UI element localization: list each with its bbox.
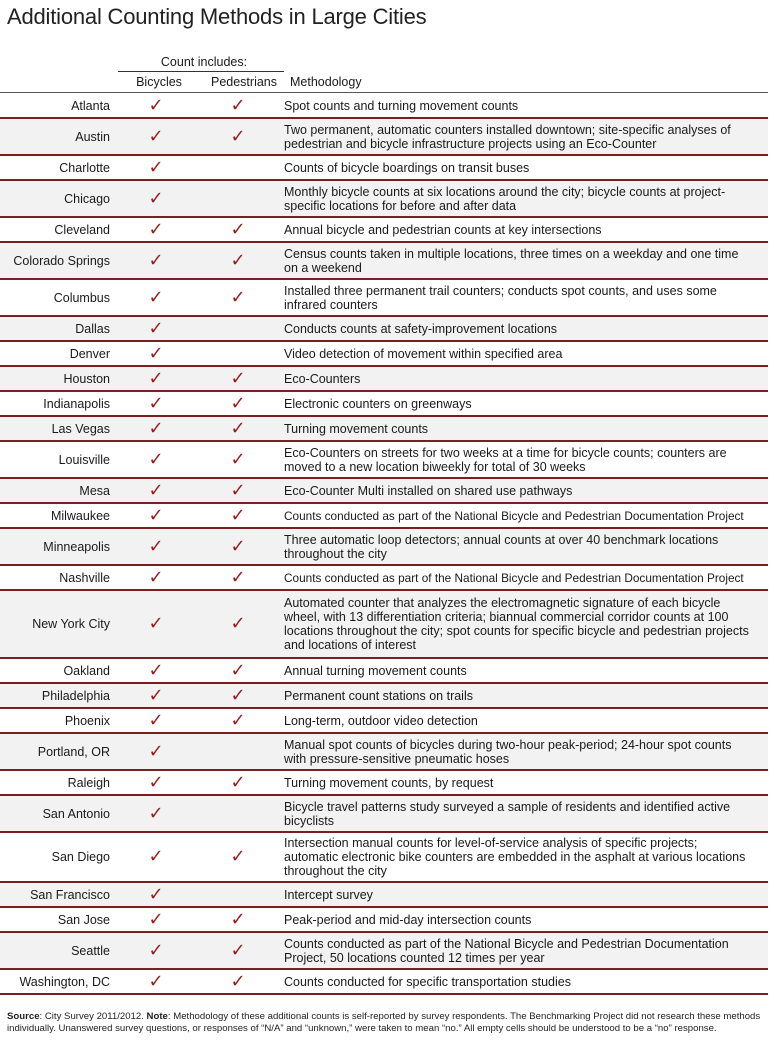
pedestrians-check-icon: ✓ [230,771,246,793]
pedestrians-check-icon: ✓ [230,249,246,271]
pedestrians-check-icon: ✓ [230,286,246,308]
bicycles-check-icon: ✓ [148,125,164,147]
methodology-text: Eco-Counter Multi installed on shared use pathways [284,483,573,498]
bicycles-check-icon: ✓ [148,504,164,526]
table-row [0,392,768,417]
city-name: Colorado Springs [13,253,110,268]
table-row [0,771,768,796]
city-name: Austin [75,129,110,144]
methodology-text: Turning movement counts, by request [284,775,494,790]
pedestrians-check-icon: ✓ [230,613,246,634]
table-row [0,280,768,317]
city-name: Louisville [58,452,110,467]
city-name: Milwaukee [50,508,110,523]
pedestrians-check-icon: ✓ [230,392,246,414]
pedestrians-check-icon: ✓ [230,448,246,470]
methodology-column-header: Methodology [290,75,362,89]
methodology-text: Eco-Counters [284,371,361,386]
city-name: Mesa [79,483,110,498]
bicycles-check-icon: ✓ [148,771,164,793]
bicycles-check-icon: ✓ [148,659,164,681]
pedestrians-check-icon: ✓ [230,939,246,961]
city-name: New York City [32,617,110,631]
pedestrians-check-icon: ✓ [230,417,246,439]
pedestrians-check-icon: ✓ [230,535,246,557]
table-row [0,970,768,995]
city-name: Philadelphia [41,688,110,703]
methodology-text: Counts conducted for specific transportation studies [284,974,571,989]
methodology-text: Automated counter that analyzes the electromagnetic signature of each bicycle wheel, with 13 differentiation criteria; biannual commercial corridor counts at 100 locations throughout the city; spot counts for specific bicycle and pedestrian projects and locations of interest [284,596,749,652]
pedestrians-check-icon: ✓ [230,709,246,731]
table-row [0,833,768,883]
methodology-text: Eco-Counters on streets for two weeks at a time for bicycle counts; counters are moved to a new location biweekly for total of 30 weeks [284,445,727,474]
city-name: San Antonio [42,806,110,821]
pedestrians-check-icon: ✓ [230,659,246,681]
table-row [0,659,768,684]
city-name: San Jose [57,912,110,927]
table-row [0,243,768,280]
bicycles-check-icon: ✓ [148,613,164,634]
page-title: Additional Counting Methods in Large Cities [7,4,427,29]
city-name: Phoenix [64,713,110,728]
methodology-text: Counts conducted as part of the National Bicycle and Pedestrian Documentation Project [284,508,744,523]
bicycles-check-icon: ✓ [148,94,164,116]
bicycles-check-icon: ✓ [148,479,164,501]
methodology-text: Long-term, outdoor video detection [284,713,478,728]
city-name: Nashville [59,570,110,585]
bicycles-check-icon: ✓ [148,566,164,588]
pedestrians-check-icon: ✓ [230,94,246,116]
methodology-text: Installed three permanent trail counters; conducts spot counts, and uses some infrared counters [284,283,717,312]
bicycles-check-icon: ✓ [148,939,164,961]
table-row [0,933,768,970]
table-row [0,181,768,218]
city-name: San Diego [51,850,110,864]
city-name: Minneapolis [43,539,110,554]
city-name: Atlanta [71,98,110,113]
methodology-text: Spot counts and turning movement counts [284,98,519,113]
bicycles-column-header: Bicycles [136,75,182,89]
methodology-text: Annual bicycle and pedestrian counts at key intersections [284,222,602,237]
bicycles-check-icon: ✓ [148,883,164,905]
table-row [0,156,768,181]
bicycles-check-icon: ✓ [148,367,164,389]
bicycles-check-icon: ✓ [148,342,164,364]
city-name: Indianapolis [43,396,110,411]
city-name: Cleveland [54,222,110,237]
table-row [0,734,768,771]
table-row [0,908,768,933]
table-row [0,119,768,156]
pedestrians-check-icon: ✓ [230,970,246,992]
note-label: Note [146,1011,168,1022]
count-includes-header: Count includes: [160,55,248,69]
table-row [0,479,768,504]
city-name: Seattle [71,943,110,958]
header-divider [118,71,284,72]
bicycles-check-icon: ✓ [148,187,164,209]
bicycles-check-icon: ✓ [148,286,164,308]
bicycles-check-icon: ✓ [148,740,164,762]
bicycles-check-icon: ✓ [148,249,164,271]
methodology-text: Manual spot counts of bicycles during two-hour peak-period; 24-hour spot counts with pressure-sensitive pneumatic hoses [284,737,732,766]
methodology-text: Census counts taken in multiple locations, three times on a weekday and one time on a weekend [284,246,739,275]
bicycles-check-icon: ✓ [148,970,164,992]
methodology-text: Conducts counts at safety-improvement locations [284,321,558,336]
table-row [0,591,768,659]
city-name: Columbus [53,290,110,305]
methodology-text: Electronic counters on greenways [284,396,472,411]
table-row [0,796,768,833]
footnote [7,1011,767,1035]
pedestrians-column-header: Pedestrians [210,75,277,89]
pedestrians-check-icon: ✓ [230,684,246,706]
methodology-text: Monthly bicycle counts at six locations around the city; bicycle counts at project-specific locations for before and after data [284,184,726,213]
pedestrians-check-icon: ✓ [230,846,246,867]
counting-methods-table [0,94,768,995]
methodology-text: Turning movement counts [284,421,429,436]
pedestrians-check-icon: ✓ [230,566,246,588]
bicycles-check-icon: ✓ [148,417,164,439]
methodology-text: Annual turning movement counts [284,663,467,678]
table-row [0,529,768,566]
table-row [0,417,768,442]
bicycles-check-icon: ✓ [148,156,164,178]
pedestrians-check-icon: ✓ [230,125,246,147]
pedestrians-check-icon: ✓ [230,479,246,501]
methodology-text: Bicycle travel patterns study surveyed a sample of residents and identified active bicyclists [284,799,731,828]
city-name: Chicago [64,191,110,206]
table-row [0,367,768,392]
bicycles-check-icon: ✓ [148,908,164,930]
bicycles-check-icon: ✓ [148,535,164,557]
methodology-text: Intercept survey [284,887,373,902]
city-name: Las Vegas [51,421,110,436]
bicycles-check-icon: ✓ [148,846,164,867]
bicycles-check-icon: ✓ [148,709,164,731]
pedestrians-check-icon: ✓ [230,504,246,526]
bicycles-check-icon: ✓ [148,392,164,414]
table-row [0,218,768,243]
methodology-text: Permanent count stations on trails [284,688,473,703]
table-row [0,94,768,119]
table-row [0,504,768,529]
city-name: Houston [63,371,110,386]
table-row [0,317,768,342]
methodology-text: Counts conducted as part of the National Bicycle and Pedestrian Documentation Project [284,570,744,585]
pedestrians-check-icon: ✓ [230,908,246,930]
city-name: Raleigh [67,775,110,790]
methodology-text: Intersection manual counts for level-of-service analysis of specific projects; automatic electronic bike counters are embedded in the asphalt at various locations throughout the city [284,836,746,878]
table-row [0,709,768,734]
bicycles-check-icon: ✓ [148,802,164,824]
methodology-text: Peak-period and mid-day intersection counts [284,912,532,927]
methodology-text: Counts of bicycle boardings on transit buses [284,160,530,175]
city-name: Dallas [75,321,110,336]
pedestrians-check-icon: ✓ [230,218,246,240]
table-row [0,684,768,709]
city-name: Denver [69,346,110,361]
table-row [0,883,768,908]
source-text: : City Survey 2011/2012. [39,1011,147,1022]
bicycles-check-icon: ✓ [148,684,164,706]
table-row [0,442,768,479]
bicycles-check-icon: ✓ [148,218,164,240]
methodology-text: Video detection of movement within specified area [284,346,563,361]
bicycles-check-icon: ✓ [148,448,164,470]
city-name: Washington, DC [19,974,110,989]
city-name: Oakland [63,663,110,678]
header-rule [0,92,768,93]
methodology-text: Three automatic loop detectors; annual counts at over 40 benchmark locations throughout the city [284,532,719,561]
bicycles-check-icon: ✓ [148,317,164,339]
table-row [0,566,768,591]
source-label: Source [7,1011,40,1022]
table-row [0,342,768,367]
note-text: : Methodology of these additional counts is self-reported by survey respondents. The Benchmarking Project did not research these methods individually. Unanswered survey questions, or responses of “N/A” and “unknown,” were taken to mean “no.” All empty cells should be understood to be a “no” response. [7,1011,761,1034]
methodology-text: Two permanent, automatic counters installed downtown; site-specific analyses of pedestrian and bicycle infrastructure projects using an Eco-Counter [284,122,731,151]
pedestrians-check-icon: ✓ [230,367,246,389]
city-name: Charlotte [59,160,110,175]
city-name: San Francisco [30,887,110,902]
methodology-text: Counts conducted as part of the National Bicycle and Pedestrian Documentation Project, 50 locations counted 12 times per year [284,936,729,965]
city-name: Portland, OR [37,744,110,759]
